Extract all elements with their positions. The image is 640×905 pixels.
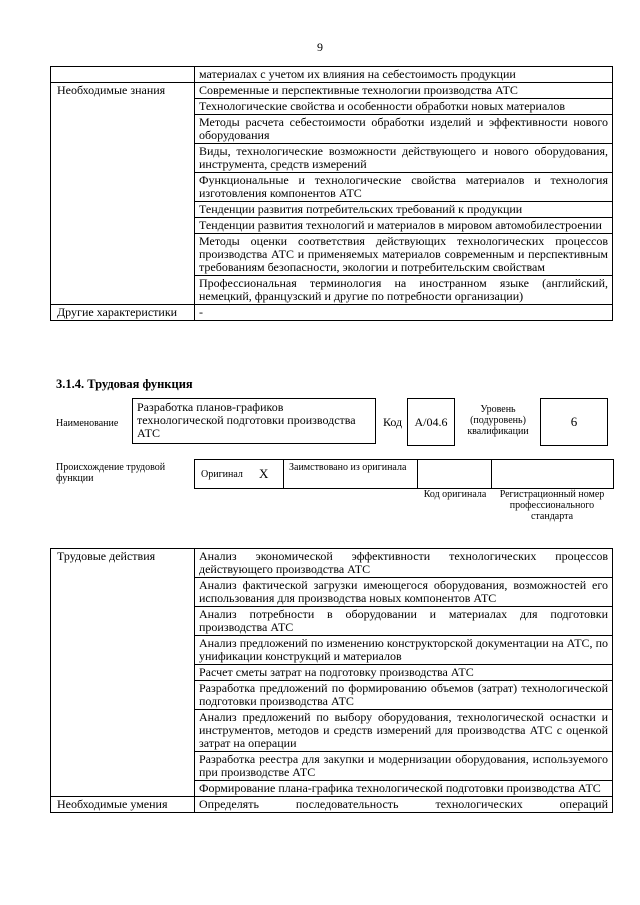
table-cell: Определять последовательность технологических операций xyxy=(195,797,613,813)
actions-table xyxy=(50,548,613,813)
skills-label: Необходимые умения xyxy=(51,797,195,813)
borrowed-label: Заимствовано из оригинала xyxy=(289,462,407,473)
other-value: - xyxy=(195,305,613,321)
code-value: А/04.6 xyxy=(407,398,455,446)
table-row xyxy=(51,797,613,813)
table-row xyxy=(51,83,613,99)
origin-box xyxy=(194,459,614,489)
table-cell: Тенденции развития технологий и материалов в мировом автомобилестроении xyxy=(195,218,613,234)
name-label: Наименование xyxy=(56,418,119,429)
table-cell: материалах с учетом их влияния на себестоимость продукции xyxy=(195,67,613,83)
divider xyxy=(283,460,284,488)
table-cell: Виды, технологические возможности действующего и нового оборудования, инструмента, средств измерений xyxy=(195,144,613,173)
table-cell: Современные и перспективные технологии производства АТС xyxy=(195,83,613,99)
original-mark: Х xyxy=(259,466,269,481)
table-cell: Технологические свойства и особенности обработки новых материалов xyxy=(195,99,613,115)
table-cell: Анализ предложений по изменению конструкторской документации на АТС, по унификации конструкций и материалов xyxy=(195,636,613,665)
reg-number-label: Регистрационный номер профессионального стандарта xyxy=(499,489,605,522)
actions-label: Трудовые действия xyxy=(51,549,195,797)
table-cell: Анализ потребности в оборудовании и материалах для подготовки производства АТС xyxy=(195,607,613,636)
origin-label: Происхождение трудовой функции xyxy=(56,462,166,484)
table-cell: Методы расчета себестоимости обработки изделий и эффективности нового оборудования xyxy=(195,115,613,144)
knowledge-label: Необходимые знания xyxy=(51,83,195,305)
table-cell: Анализ экономической эффективности технологических процессов действующего производства АТС xyxy=(195,549,613,578)
table-cell: Анализ предложений по выбору оборудования, технологической оснастки и инструментов, методов и средств измерений для производства АТС с оценкой затрат на операции xyxy=(195,710,613,752)
page-number: 9 xyxy=(317,40,323,54)
table-row xyxy=(51,549,613,578)
table-cell: Анализ фактической загрузки имеющегося оборудования, возможностей его использования для производства новых компонентов АТС xyxy=(195,578,613,607)
other-label: Другие характеристики xyxy=(51,305,195,321)
table-row xyxy=(51,305,613,321)
table-cell: Методы оценки соответствия действующих технологических процессов производства АТС и применяемых материалов современным и перспективным требованиям безопасности, экологии и потребительским свойствам xyxy=(195,234,613,276)
level-value: 6 xyxy=(540,398,608,446)
table-cell-empty xyxy=(51,67,195,83)
table-cell: Тенденции развития потребительских требований к продукции xyxy=(195,202,613,218)
level-label: Уровень (подуровень) квалификации xyxy=(467,404,529,437)
code-orig-label: Код оригинала xyxy=(423,489,487,500)
table-cell: Расчет сметы затрат на подготовку производства АТС xyxy=(195,665,613,681)
divider xyxy=(491,460,492,488)
knowledge-table xyxy=(50,66,613,321)
table-cell: Разработка предложений по формированию объемов (затрат) технологической подготовки производства АТС xyxy=(195,681,613,710)
code-label: Код xyxy=(383,415,403,429)
table-cell: Разработка реестра для закупки и модернизации оборудования, используемого при производстве АТС xyxy=(195,752,613,781)
section-heading: 3.1.4. Трудовая функция xyxy=(56,377,193,391)
table-cell: Функциональные и технологические свойства материалов и технология изготовления компонентов АТС xyxy=(195,173,613,202)
original-label: Оригинал xyxy=(201,469,243,480)
name-value: Разработка планов-графиков технологической подготовки производства АТС xyxy=(132,398,376,444)
table-cell: Формирование плана-графика технологической подготовки производства АТС xyxy=(195,781,613,797)
table-row xyxy=(51,67,613,83)
table-cell: Профессиональная терминология на иностранном языке (английский, немецкий, французский и другие по потребности организации) xyxy=(195,276,613,305)
divider xyxy=(417,460,418,488)
